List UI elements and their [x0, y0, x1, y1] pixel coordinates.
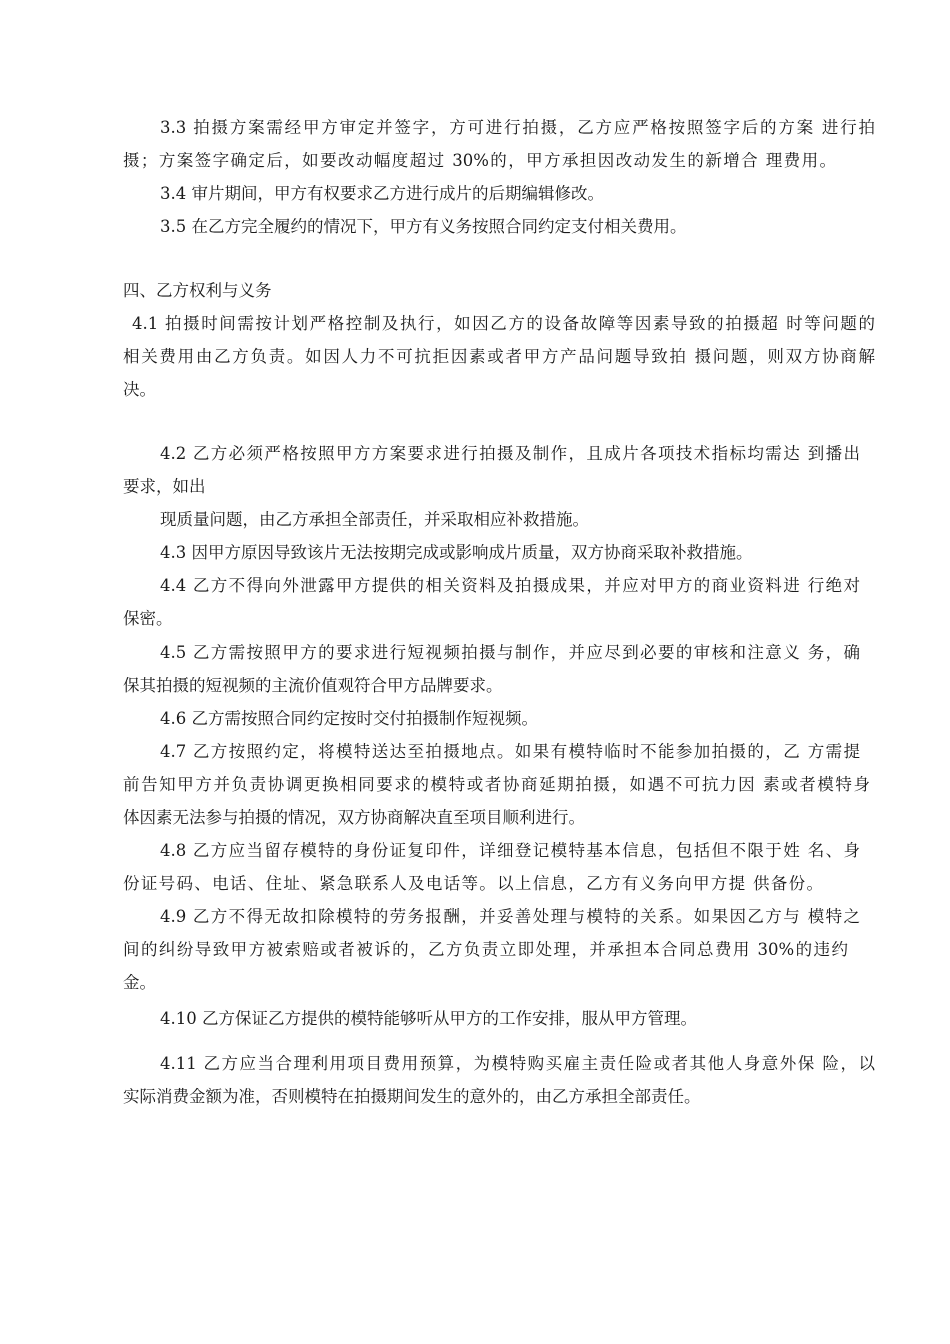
paragraph-3-4: 3.4 审片期间，甲方有权要求乙方进行成片的后期编辑修改。	[160, 184, 604, 203]
paragraph-4-7-line-1: 4.7 乙方按照约定，将模特送达至拍摄地点。如果有模特临时不能参加拍摄的，乙 方需提	[160, 742, 860, 761]
paragraph-4-9-line-1: 4.9 乙方不得无故扣除模特的劳务报酬，并妥善处理与模特的关系。如果因乙方与 模特之	[160, 907, 860, 926]
paragraph-4-1-line-2: 相关费用由乙方负责。如因人力不可抗拒因素或者甲方产品问题导致拍 摄问题，则双方协商解	[123, 347, 875, 366]
paragraph-3-5: 3.5 在乙方完全履约的情况下，甲方有义务按照合同约定支付相关费用。	[160, 217, 687, 236]
paragraph-4-9-line-2: 间的纠纷导致甲方被索赔或者被诉的，乙方负责立即处理，并承担本合同总费用 30%的违约	[123, 940, 848, 959]
paragraph-4-7-line-2: 前告知甲方并负责协调更换相同要求的模特或者协商延期拍摄，如遇不可抗力因 素或者模特身	[123, 775, 870, 794]
paragraph-4-8-line-1: 4.8 乙方应当留存模特的身份证复印件，详细登记模特基本信息，包括但不限于姓 名、身	[160, 841, 860, 860]
paragraph-3-3-line-2: 摄；方案签字确定后，如要改动幅度超过 30%的，甲方承担因改动发生的新增合 理费用。	[123, 151, 836, 170]
paragraph-4-2-line-1: 4.2 乙方必须严格按照甲方方案要求进行拍摄及制作，且成片各项技术指标均需达 到播出	[160, 444, 860, 463]
paragraph-4-11-line-2: 实际消费金额为准，否则模特在拍摄期间发生的意外的，由乙方承担全部责任。	[123, 1087, 701, 1106]
paragraph-4-5-line-1: 4.5 乙方需按照甲方的要求进行短视频拍摄与制作，并应尽到必要的审核和注意义 务，确	[160, 643, 860, 662]
paragraph-4-6: 4.6 乙方需按照合同约定按时交付拍摄制作短视频。	[160, 709, 538, 728]
paragraph-4-10: 4.10 乙方保证乙方提供的模特能够听从甲方的工作安排，服从甲方管理。	[160, 1009, 697, 1028]
paragraph-4-2-line-3: 现质量问题，由乙方承担全部责任，并采取相应补救措施。	[160, 510, 589, 529]
paragraph-3-3-line-1: 3.3 拍摄方案需经甲方审定并签字，方可进行拍摄，乙方应严格按照签字后的方案 进行拍	[160, 118, 875, 137]
paragraph-4-1-line-3: 决。	[123, 380, 156, 399]
paragraph-4-3: 4.3 因甲方原因导致该片无法按期完成或影响成片质量，双方协商采取补救措施。	[160, 543, 753, 562]
section-heading: 四、乙方权利与义务	[123, 281, 272, 300]
paragraph-4-7-line-3: 体因素无法参与拍摄的情况，双方协商解决直至项目顺利进行。	[123, 808, 585, 827]
paragraph-4-4-line-1: 4.4 乙方不得向外泄露甲方提供的相关资料及拍摄成果，并应对甲方的商业资料进 行绝对	[160, 576, 860, 595]
paragraph-4-9-line-3: 金。	[123, 973, 156, 992]
paragraph-4-5-line-2: 保其拍摄的短视频的主流价值观符合甲方品牌要求。	[123, 676, 503, 695]
paragraph-4-2-line-2: 要求，如出	[123, 477, 206, 496]
paragraph-4-8-line-2: 份证号码、电话、住址、紧急联系人及电话等。以上信息，乙方有义务向甲方提 供备份。	[123, 874, 823, 893]
paragraph-4-4-line-2: 保密。	[123, 609, 173, 628]
paragraph-4-11-line-1: 4.11 乙方应当合理利用项目费用预算，为模特购买雇主责任险或者其他人身意外保 险，以	[160, 1054, 875, 1073]
paragraph-4-1-line-1: 4.1 拍摄时间需按计划严格控制及执行，如因乙方的设备故障等因素导致的拍摄超 时等问题的	[132, 314, 875, 333]
